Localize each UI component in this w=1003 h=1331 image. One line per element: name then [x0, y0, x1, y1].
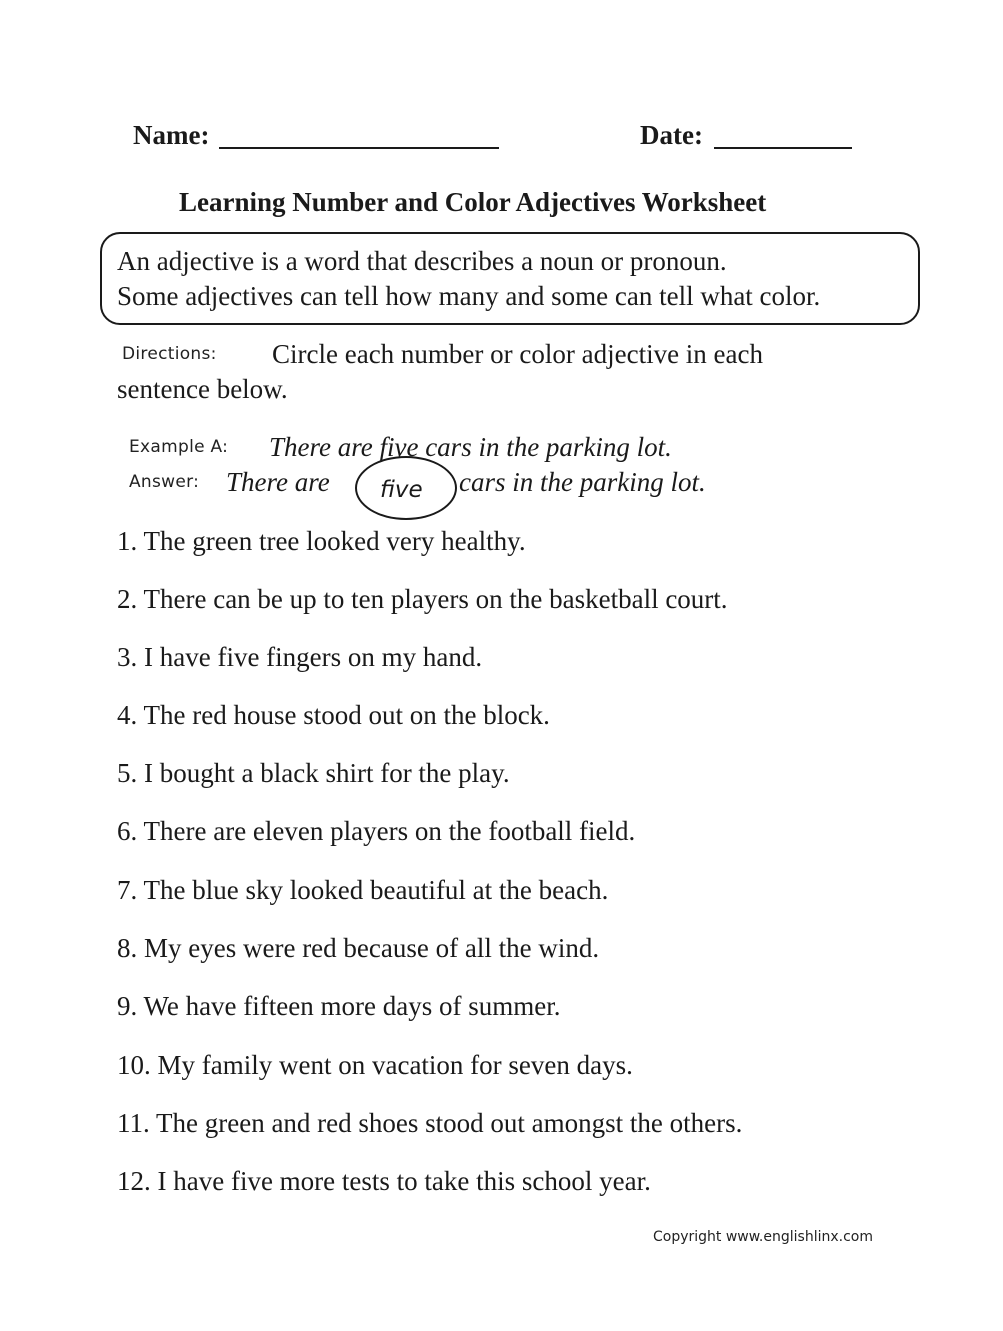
directions-label: Directions:	[122, 344, 217, 364]
definition-line-2: Some adjectives can tell how many and some can tell what color.	[117, 281, 821, 311]
answer-label: Answer:	[129, 472, 200, 492]
name-blank-line[interactable]	[219, 147, 499, 149]
sentence-item[interactable]: 9. We have fifteen more days of summer.	[117, 991, 561, 1021]
definition-line-1: An adjective is a word that describes a noun or pronoun.	[117, 246, 727, 276]
sentence-item[interactable]: 12. I have five more tests to take this school year.	[117, 1166, 651, 1196]
sentence-item[interactable]: 10. My family went on vacation for seven days.	[117, 1050, 633, 1080]
sentence-item[interactable]: 1. The green tree looked very healthy.	[117, 526, 526, 556]
copyright-text: Copyright www.englishlinx.com	[653, 1229, 873, 1245]
answer-circled-word: five	[380, 477, 423, 503]
sentence-item[interactable]: 3. I have five fingers on my hand.	[117, 642, 483, 672]
sentence-item[interactable]: 2. There can be up to ten players on the basketball court.	[117, 584, 728, 614]
sentence-item[interactable]: 8. My eyes were red because of all the wind.	[117, 933, 600, 963]
sentence-item[interactable]: 7. The blue sky looked beautiful at the beach.	[117, 875, 609, 905]
example-sentence: There are five cars in the parking lot.	[269, 432, 672, 462]
directions-text-line-1: Circle each number or color adjective in each	[272, 339, 764, 369]
example-label: Example A:	[129, 437, 229, 457]
directions-text-line-2: sentence below.	[117, 374, 288, 404]
answer-text-after: cars in the parking lot.	[459, 467, 706, 497]
sentence-item[interactable]: 4. The red house stood out on the block.	[117, 700, 550, 730]
sentence-item[interactable]: 5. I bought a black shirt for the play.	[117, 758, 510, 788]
date-label: Date:	[640, 120, 703, 150]
sentence-item[interactable]: 11. The green and red shoes stood out amongst the others.	[117, 1108, 743, 1138]
date-blank-line[interactable]	[714, 147, 852, 149]
name-label: Name:	[133, 120, 210, 150]
worksheet-title: Learning Number and Color Adjectives Worksheet	[179, 187, 767, 217]
answer-text-before: There are	[226, 467, 330, 497]
sentence-item[interactable]: 6. There are eleven players on the football field.	[117, 816, 636, 846]
